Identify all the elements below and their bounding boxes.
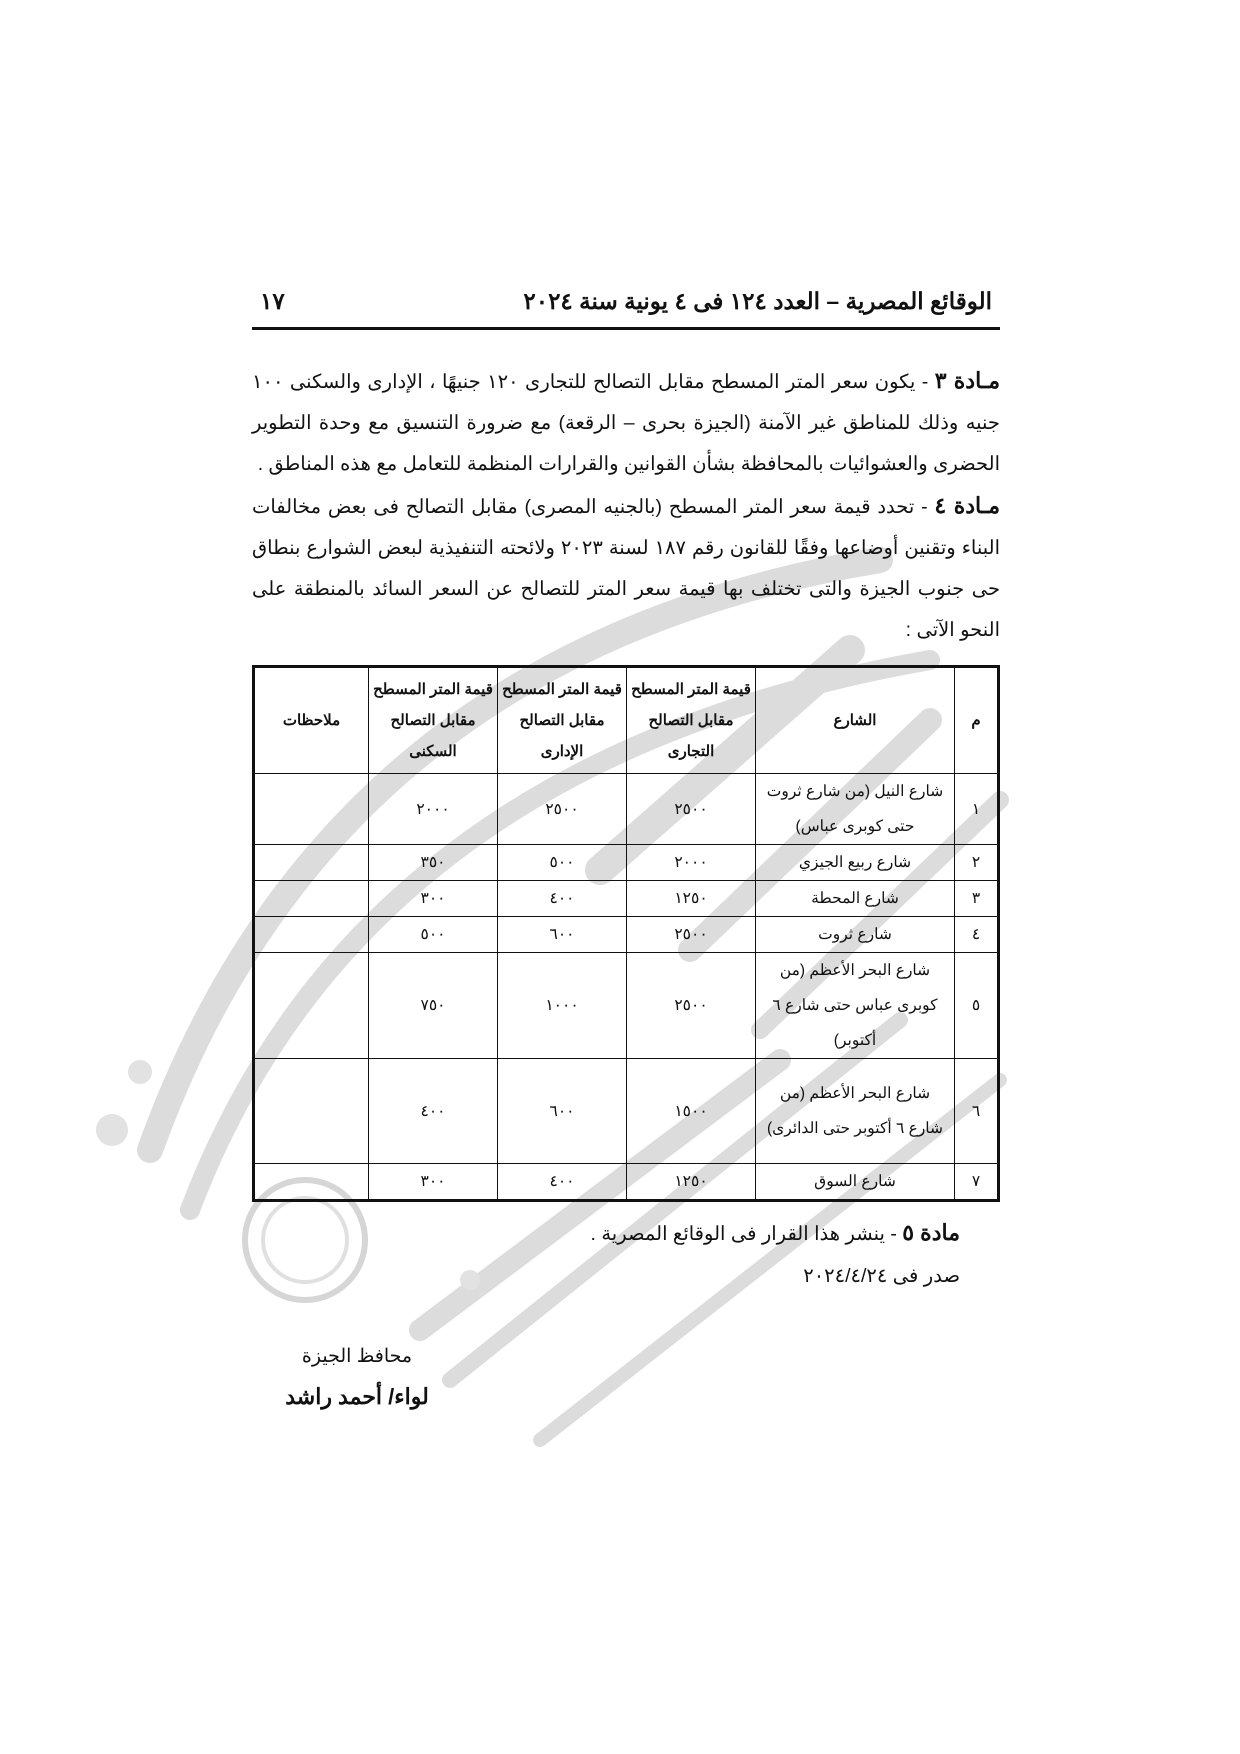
signature-title: محافظ الجيزة — [301, 1346, 413, 1367]
header-title: الوقائع المصرية – العدد ١٢٤ فى ٤ يونية سنة ٢٠٢٤ — [523, 288, 992, 314]
row-street: شارع البحر الأعظم (من كوبرى عباس حتى شارع ٦ أكتوبر) — [756, 953, 955, 1059]
row-num: ٣ — [955, 881, 999, 917]
row-street: شارع ربيع الجيزي — [756, 845, 955, 881]
article-5 — [252, 1212, 960, 1255]
row-commercial: ٢٠٠٠ — [627, 845, 756, 881]
row-num: ٧ — [955, 1164, 999, 1201]
row-residential: ٢٠٠٠ — [369, 774, 498, 845]
row-notes — [254, 1164, 369, 1201]
header-commercial: قيمة المتر المسطح مقابل التصالح التجارى — [627, 667, 756, 774]
table-row — [254, 917, 999, 953]
row-commercial: ١٢٥٠ — [627, 1164, 756, 1201]
table-row — [254, 953, 999, 1059]
signature-block — [272, 1345, 442, 1410]
row-num: ٤ — [955, 917, 999, 953]
header-street: الشارع — [756, 667, 955, 774]
header-notes: ملاحظات — [254, 667, 369, 774]
row-residential: ٣٠٠ — [369, 1164, 498, 1201]
row-administrative: ٢٥٠٠ — [498, 774, 627, 845]
table-row — [254, 1059, 999, 1164]
closing-section — [252, 1212, 1000, 1297]
row-street: شارع المحطة — [756, 881, 955, 917]
page-number: ١٧ — [260, 288, 285, 314]
article-4 — [252, 485, 1000, 651]
row-commercial: ٢٥٠٠ — [627, 774, 756, 845]
row-street: شارع السوق — [756, 1164, 955, 1201]
row-notes — [254, 1059, 369, 1164]
header-administrative: قيمة المتر المسطح مقابل التصالح الإدارى — [498, 667, 627, 774]
row-residential: ٣٥٠ — [369, 845, 498, 881]
article-3-text: - يكون سعر المتر المسطح مقابل التصالح للتجارى ١٢٠ جنيهًا ، الإدارى والسكنى ١٠٠ جنيه وذلك للمناطق غير الآمنة (الجيزة بحرى – الرقعة) مع ضرورة التنسيق مع وحدة التطوير الحضرى والعشوائيات بالمحافظة بشأن القوانين والقرارات المنظمة للتعامل مع هذه المناطق . — [252, 371, 1000, 475]
row-notes — [254, 774, 369, 845]
row-residential: ٣٠٠ — [369, 881, 498, 917]
row-administrative: ٦٠٠ — [498, 917, 627, 953]
row-notes — [254, 881, 369, 917]
row-residential: ٧٥٠ — [369, 953, 498, 1059]
header-residential: قيمة المتر المسطح مقابل التصالح السكنى — [369, 667, 498, 774]
header-num: م — [955, 667, 999, 774]
row-num: ١ — [955, 774, 999, 845]
table-row — [254, 774, 999, 845]
row-administrative: ١٠٠٠ — [498, 953, 627, 1059]
row-administrative: ٤٠٠ — [498, 1164, 627, 1201]
row-commercial: ٢٥٠٠ — [627, 953, 756, 1059]
row-notes — [254, 917, 369, 953]
row-administrative: ٤٠٠ — [498, 881, 627, 917]
table-row — [254, 845, 999, 881]
row-street: شارع ثروت — [756, 917, 955, 953]
body-text — [252, 360, 1000, 651]
article-5-text: - ينشر هذا القرار فى الوقائع المصرية . — [590, 1223, 903, 1245]
signature-name: لواء/ أحمد راشد — [285, 1384, 429, 1409]
row-residential: ٤٠٠ — [369, 1059, 498, 1164]
row-num: ٦ — [955, 1059, 999, 1164]
article-4-text: - تحدد قيمة سعر المتر المسطح (بالجنيه المصرى) مقابل التصالح فى بعض مخالفات البناء وتقنين أوضاعها وفقًا للقانون رقم ١٨٧ لسنة ٢٠٢٣ ولائحته التنفيذية لبعض الشوارع بنطاق حى جنوب الجيزة والتى تختلف بها قيمة سعر المتر للتصالح عن السعر السائد بالمنطقة على النحو الآتى : — [252, 496, 1000, 641]
row-notes — [254, 845, 369, 881]
row-street: شارع النيل (من شارع ثروت حتى كوبرى عباس) — [756, 774, 955, 845]
issued-date: صدر فى ٢٠٢٤/٤/٢٤ — [803, 1265, 960, 1287]
row-street: شارع البحر الأعظم (من شارع ٦ أكتوبر حتى الدائرى) — [756, 1059, 955, 1164]
article-3-label: مـادة ٣ — [934, 368, 1001, 393]
row-commercial: ١٢٥٠ — [627, 881, 756, 917]
row-administrative: ٥٠٠ — [498, 845, 627, 881]
article-3 — [252, 360, 1000, 485]
table-row — [254, 1164, 999, 1201]
row-residential: ٥٠٠ — [369, 917, 498, 953]
row-commercial: ١٥٠٠ — [627, 1059, 756, 1164]
prices-table — [252, 665, 1000, 1202]
row-num: ٢ — [955, 845, 999, 881]
row-administrative: ٦٠٠ — [498, 1059, 627, 1164]
row-notes — [254, 953, 369, 1059]
table-row — [254, 881, 999, 917]
article-5-label: مادة ٥ — [902, 1220, 960, 1245]
document-page — [252, 280, 1000, 1297]
article-4-label: مـادة ٤ — [934, 493, 1000, 518]
page-header — [252, 280, 1000, 330]
table-header-row — [254, 667, 999, 774]
row-num: ٥ — [955, 953, 999, 1059]
row-commercial: ٢٥٠٠ — [627, 917, 756, 953]
